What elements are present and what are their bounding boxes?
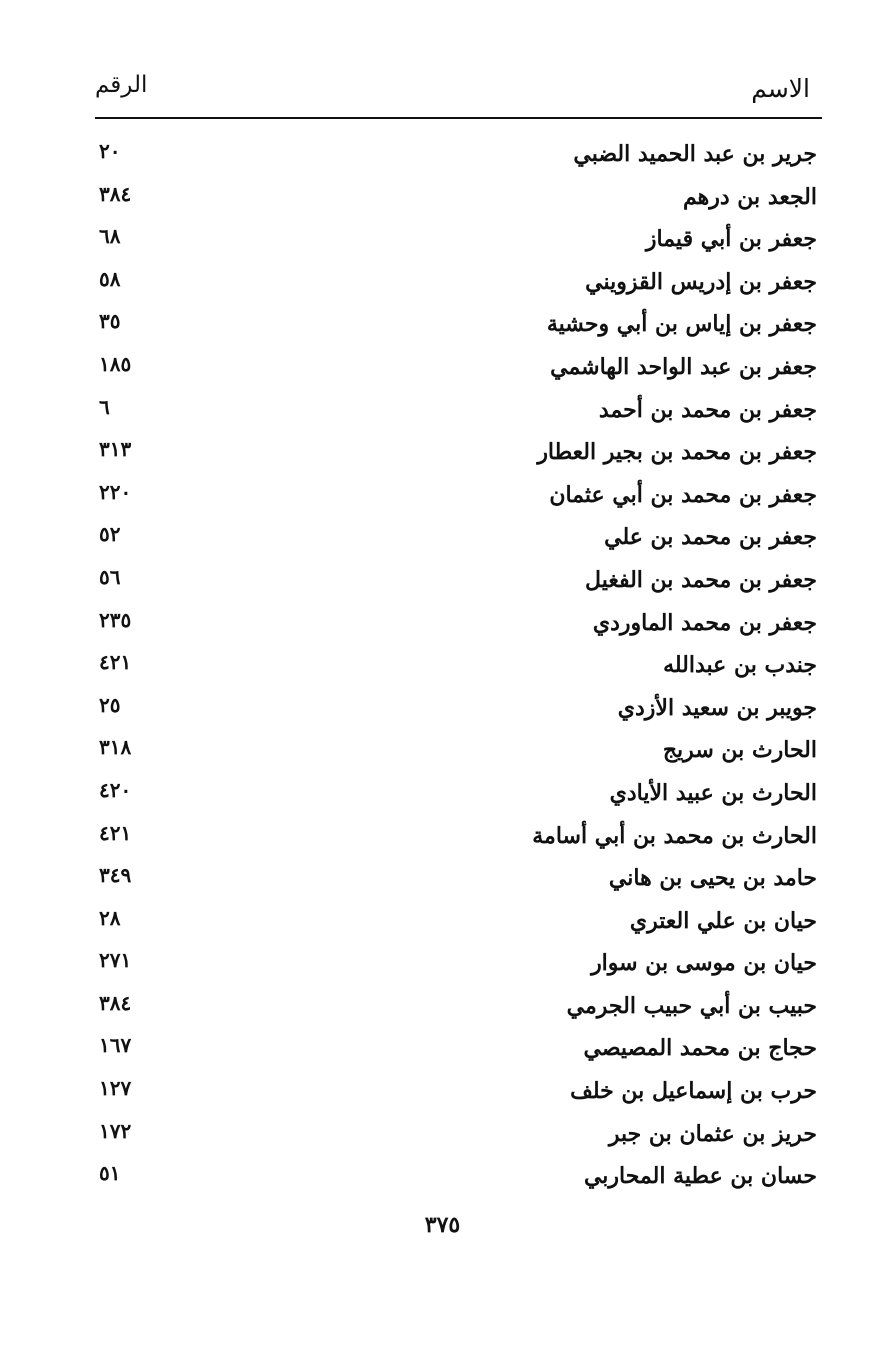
entry-name: جويبر بن سعيد الأزدي: [617, 694, 817, 721]
entry-number: ٥٢: [99, 522, 121, 547]
index-entry: [95, 989, 822, 1032]
entry-number: ١٨٥: [99, 351, 132, 376]
entry-name: حرب بن إسماعيل بن خلف: [570, 1078, 817, 1105]
index-entry: [95, 776, 822, 819]
entry-number: ٦٨: [99, 224, 121, 249]
entry-name: حامد بن يحيى بن هاني: [608, 865, 817, 892]
entry-number: ٥٦: [99, 564, 121, 589]
index-entry: [95, 307, 822, 350]
entry-number: ٥١: [99, 1161, 121, 1186]
index-entry: [95, 904, 822, 947]
entry-name: حجاج بن محمد المصيصي: [583, 1035, 817, 1062]
index-entry: [95, 137, 822, 180]
entry-name: جعفر بن عبد الواحد الهاشمي: [550, 353, 817, 380]
index-entry: [95, 946, 822, 989]
entry-number: ٢٣٥: [99, 607, 132, 632]
entry-name: حبيب بن أبي حبيب الجرمي: [566, 992, 817, 1019]
entry-number: ٥٨: [99, 266, 121, 291]
entry-number: ٢٧١: [99, 948, 132, 973]
name-column-header: الاسم: [751, 74, 810, 103]
entry-name: حيان بن علي العتري: [629, 907, 817, 934]
index-entry: [95, 1117, 822, 1160]
entry-number: ٤٢١: [99, 650, 132, 675]
index-entry: [95, 265, 822, 308]
entry-number: ٣٨٤: [99, 990, 132, 1015]
index-entry: [95, 861, 822, 904]
entry-number: ٢٥: [99, 692, 121, 717]
entry-name: جعفر بن محمد بن الفغيل: [585, 566, 817, 593]
index-entry: [95, 691, 822, 734]
entry-number: ٣٨٤: [99, 181, 132, 206]
index-list: [95, 137, 822, 1202]
entry-name: جعفر بن محمد بن بجير العطار: [537, 439, 817, 466]
index-entry: [95, 435, 822, 478]
index-entry: [95, 350, 822, 393]
entry-number: ٤٢٠: [99, 777, 132, 802]
entry-name: جعفر بن محمد بن أبي عثمان: [549, 481, 817, 508]
index-entry: [95, 1074, 822, 1117]
index-entry: [95, 648, 822, 691]
entry-number: ٢٨: [99, 905, 121, 930]
entry-name: جعفر بن محمد الماوردي: [592, 609, 817, 636]
entry-number: ٣١٨: [99, 735, 132, 760]
entry-name: جعفر بن محمد بن علي: [604, 524, 817, 551]
entry-number: ٢٢٠: [99, 479, 132, 504]
entry-name: جعفر بن إياس بن أبي وحشية: [546, 311, 817, 338]
entry-number: ٤٢١: [99, 820, 132, 845]
index-entry: [95, 606, 822, 649]
index-entry: [95, 478, 822, 521]
index-entry: [95, 393, 822, 436]
index-entry: [95, 1031, 822, 1074]
index-entry: [95, 520, 822, 563]
entry-name: حيان بن موسى بن سوار: [591, 950, 817, 977]
header-divider: [95, 117, 822, 119]
index-entry: [95, 1159, 822, 1202]
entry-name: جندب بن عبدالله: [663, 652, 817, 679]
table-header: [95, 70, 815, 116]
entry-name: جعفر بن أبي قيماز: [645, 226, 817, 253]
entry-number: ١٧٢: [99, 1118, 132, 1143]
number-column-header: الرقم: [95, 72, 148, 98]
entry-name: الحارث بن محمد بن أبي أسامة: [532, 822, 817, 849]
entry-number: ٢٠: [99, 139, 121, 163]
entry-name: حريز بن عثمان بن جبر: [608, 1120, 817, 1147]
entry-number: ٣١٣: [99, 437, 132, 462]
page-number: ٣٧٥: [424, 1212, 461, 1238]
index-entry: [95, 563, 822, 606]
index-entry: [95, 819, 822, 862]
entry-name: الحارث بن سريج: [662, 737, 817, 764]
entry-number: ١٦٧: [99, 1033, 132, 1058]
entry-name: الحارث بن عبيد الأيادي: [609, 779, 817, 806]
index-entry: [95, 180, 822, 223]
entry-number: ٣٥: [99, 309, 121, 334]
index-entry: [95, 733, 822, 776]
entry-number: ٣٤٩: [99, 863, 132, 888]
entry-name: جعفر بن محمد بن أحمد: [598, 396, 817, 423]
entry-name: جرير بن عبد الحميد الضبي: [573, 141, 817, 167]
entry-name: حسان بن عطية المحاربي: [583, 1163, 817, 1190]
entry-number: ١٢٧: [99, 1076, 132, 1101]
entry-name: الجعد بن درهم: [682, 183, 817, 210]
entry-number: ٦: [99, 394, 110, 419]
entry-name: جعفر بن إدريس القزويني: [585, 268, 817, 295]
index-entry: [95, 222, 822, 265]
